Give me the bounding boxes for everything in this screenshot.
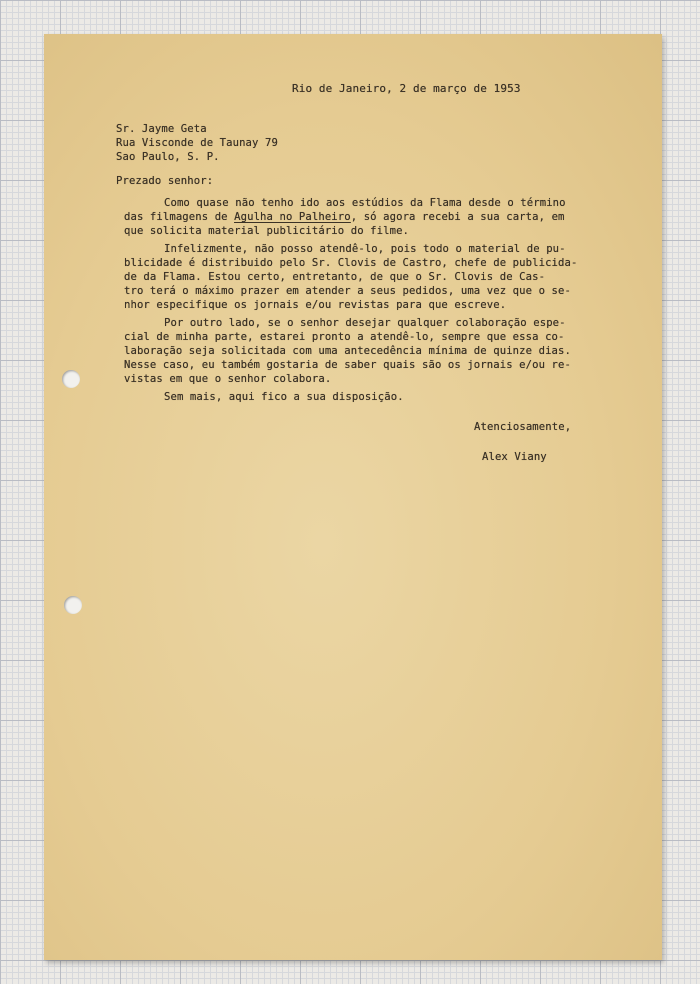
- paragraph-line: Por outro lado, se o senhor desejar qualquer colaboração espe-: [164, 317, 566, 329]
- letter-sheet: [44, 34, 662, 960]
- salutation: Prezado senhor:: [116, 175, 214, 187]
- paragraph-line: tro terá o máximo prazer em atender a seus pedidos, uma vez que o se-: [124, 285, 571, 297]
- paragraph-line: Como quase não tenho ido aos estúdios da Flama desde o término: [164, 197, 566, 209]
- paragraph-line: cial de minha parte, estarei pronto a atendê-lo, sempre que essa co-: [124, 331, 565, 343]
- closing-line: Sem mais, aqui fico a sua disposição.: [164, 391, 404, 403]
- paragraph-line: Infelizmente, não posso atendê-lo, pois todo o material de pu-: [164, 243, 566, 255]
- punch-hole: [62, 370, 80, 388]
- valediction: Atenciosamente,: [474, 421, 572, 433]
- paragraph-line: Nesse caso, eu também gostaria de saber quais são os jornais e/ou re-: [124, 359, 571, 371]
- punch-hole: [64, 596, 82, 614]
- recipient-street: Rua Visconde de Taunay 79: [116, 137, 278, 149]
- paragraph-line: blicidade é distribuido pelo Sr. Clovis de Castro, chefe de publicida-: [124, 257, 578, 269]
- paragraph-line: de da Flama. Estou certo, entretanto, de que o Sr. Clovis de Cas-: [124, 271, 546, 283]
- date-line: Rio de Janeiro, 2 de março de 1953: [292, 82, 521, 95]
- signature-typed: Alex Viany: [482, 451, 547, 463]
- paragraph-line: nhor especifique os jornais e/ou revistas para que escreve.: [124, 299, 507, 311]
- paragraph-line: que solicita material publicitário do filme.: [124, 225, 410, 237]
- text-run: , só agora recebi a sua carta, em: [350, 211, 565, 223]
- paragraph-line: laboração seja solicitada com uma antecedência mínima de quinze dias.: [124, 345, 571, 357]
- recipient-name: Sr. Jayme Geta: [116, 123, 207, 135]
- film-title: Agulha no Palheiro: [234, 211, 351, 223]
- paragraph-line: vistas em que o senhor colabora.: [124, 373, 332, 385]
- text-run: das filmagens de: [124, 211, 235, 223]
- recipient-city: Sao Paulo, S. P.: [116, 151, 220, 163]
- paragraph-line: [124, 210, 565, 225]
